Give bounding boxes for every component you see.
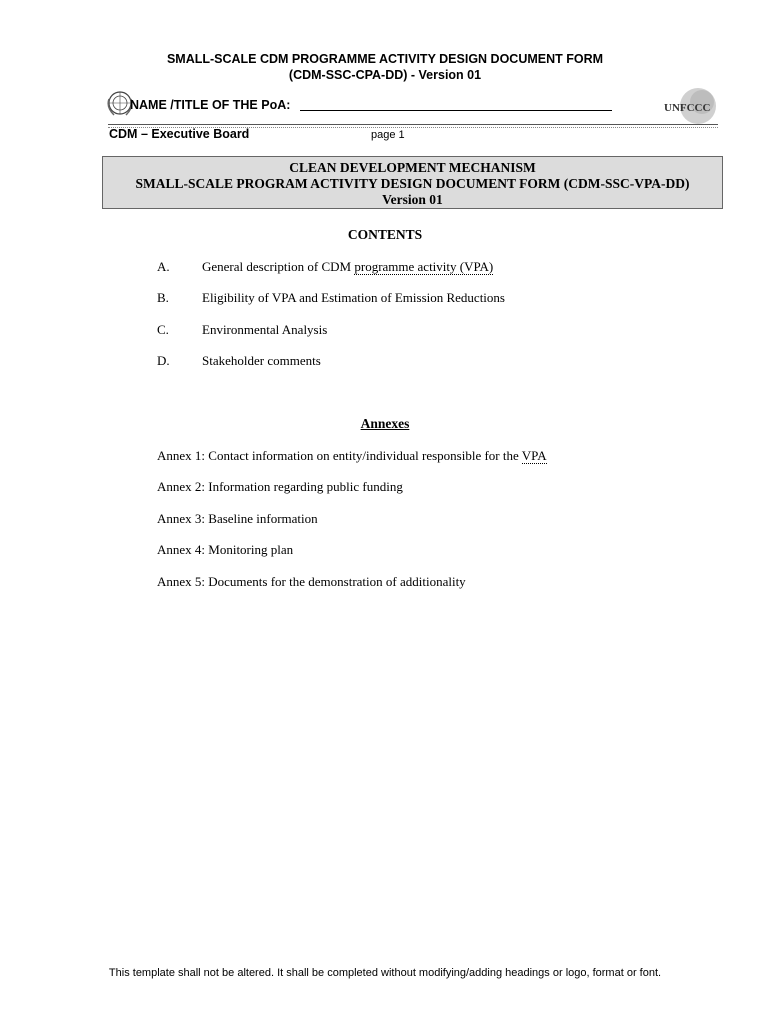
- name-title-label: NAME /TITLE OF THE PoA:: [130, 98, 291, 112]
- unfccc-logo: [662, 86, 722, 126]
- annex-text: Annex 2: Information regarding public funding: [157, 479, 403, 494]
- contents-heading: CONTENTS: [347, 227, 423, 242]
- annex-text-dotted: VPA: [521, 448, 547, 463]
- annexes-heading: [0, 416, 770, 432]
- toc-item-a[interactable]: [157, 259, 493, 275]
- toc-letter: A.: [157, 259, 170, 274]
- title-banner: [102, 156, 723, 209]
- annex-item-2[interactable]: [157, 479, 403, 495]
- toc-text-dotted: programme activity (VPA): [354, 259, 494, 274]
- annexes-heading-text: Annexes: [360, 416, 410, 431]
- toc-text: Stakeholder comments: [202, 353, 321, 368]
- annex-text: Annex 3: Baseline information: [157, 511, 318, 526]
- annex-item-5[interactable]: [157, 574, 466, 590]
- banner-line2: SMALL-SCALE PROGRAM ACTIVITY DESIGN DOCUMENT FORM (CDM-SSC-VPA-DD): [135, 176, 690, 191]
- document-title-line2: (CDM-SSC-CPA-DD) - Version 01: [288, 68, 482, 82]
- toc-letter: C.: [157, 322, 169, 337]
- toc-text: Environmental Analysis: [202, 322, 328, 337]
- toc-letter: D.: [157, 353, 170, 368]
- annex-text: Annex 5: Documents for the demonstration of additionality: [157, 574, 466, 589]
- unfccc-logo-text: UNFCCC: [664, 102, 711, 114]
- annex-item-4[interactable]: [157, 542, 293, 558]
- board-label: CDM – Executive Board: [109, 127, 250, 141]
- toc-item-d[interactable]: [157, 353, 321, 369]
- toc-text: General description of CDM: [202, 259, 355, 274]
- annex-text: Annex 4: Monitoring plan: [157, 542, 294, 557]
- annex-item-1[interactable]: [157, 448, 547, 464]
- document-title-line1: SMALL-SCALE CDM PROGRAMME ACTIVITY DESIGN DOCUMENT FORM: [166, 52, 604, 66]
- annex-text: Annex 1: Contact information on entity/individual responsible for the: [157, 448, 522, 463]
- name-title-field[interactable]: [300, 110, 612, 111]
- banner-line3: Version 01: [382, 192, 443, 207]
- header-rule: [108, 124, 718, 125]
- toc-letter: B.: [157, 290, 169, 305]
- toc-item-b[interactable]: [157, 290, 505, 306]
- toc-item-c[interactable]: [157, 322, 327, 338]
- page-number: page 1: [371, 129, 405, 141]
- footer-note: This template shall not be altered. It shall be completed without modifying/adding headings or logo, format or font.: [108, 967, 662, 979]
- toc-text: Eligibility of VPA and Estimation of Emission Reductions: [202, 290, 505, 305]
- banner-line1: CLEAN DEVELOPMENT MECHANISM: [289, 160, 536, 175]
- annex-item-3[interactable]: [157, 511, 318, 527]
